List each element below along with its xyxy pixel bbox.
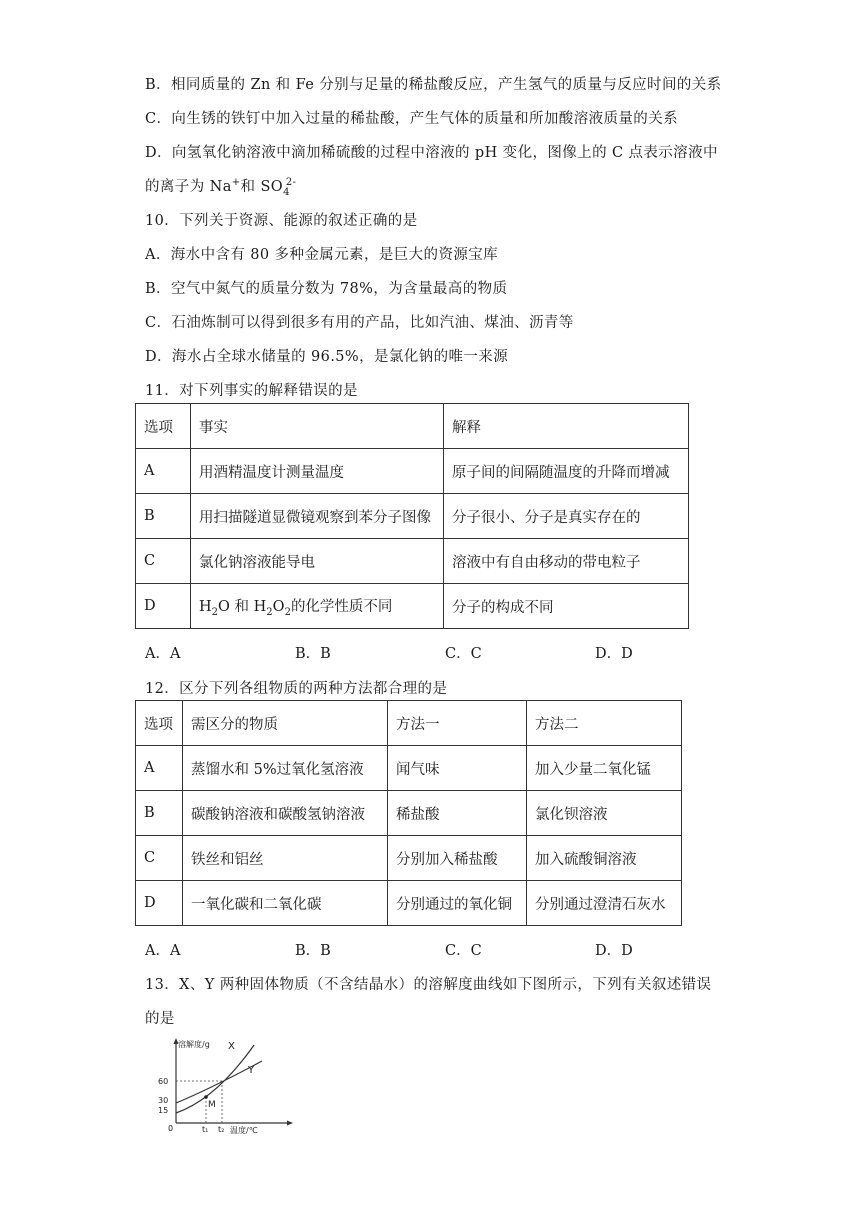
y-tick-15: 15	[158, 1106, 169, 1115]
sup: 2-	[285, 177, 297, 189]
answer-option: B．B	[295, 646, 331, 662]
x-tick-t1: t₁	[202, 1125, 209, 1134]
sub: 2	[284, 606, 291, 618]
table-cell: 闻气味	[388, 746, 527, 791]
q10-stem: 10．下列关于资源、能源的叙述正确的是	[145, 213, 418, 229]
sub: 4	[283, 186, 290, 198]
table-row	[136, 791, 682, 836]
table-cell: 选项	[136, 404, 191, 449]
text: 的离子为 Na	[145, 179, 232, 195]
table-cell: C	[136, 836, 183, 881]
table-cell: 选项	[136, 701, 183, 746]
q10-option-a: A．海水中含有 80 多种金属元素，是巨大的资源宝库	[145, 247, 499, 263]
table-cell: 分子很小、分子是真实存在的	[444, 494, 689, 539]
table-cell: 用扫描隧道显微镜观察到苯分子图像	[191, 494, 444, 539]
table-cell: B	[136, 494, 191, 539]
table-cell: 分子的构成不同	[444, 584, 689, 629]
table-cell: 一氧化碳和二氧化碳	[183, 881, 388, 926]
answer-option: A．A	[145, 943, 181, 959]
table-cell: 方法一	[388, 701, 527, 746]
table-row	[136, 746, 682, 791]
y-tick-60: 60	[158, 1077, 169, 1086]
sup: +	[231, 177, 241, 189]
answer-option: D．D	[595, 646, 633, 662]
table-cell: A	[136, 449, 191, 494]
table-cell: 加入硫酸铜溶液	[527, 836, 682, 881]
answer-option: C．C	[445, 646, 482, 662]
table-cell: 方法二	[527, 701, 682, 746]
text: O	[272, 598, 285, 615]
table-cell: D	[136, 584, 191, 629]
answer-option: B．B	[295, 943, 331, 959]
text: 的化学性质不同	[290, 598, 393, 615]
table-cell: 需区分的物质	[183, 701, 388, 746]
table-cell: 稀盐酸	[388, 791, 527, 836]
table-cell: 碳酸钠溶液和碳酸氢钠溶液	[183, 791, 388, 836]
table-cell: 铁丝和铝丝	[183, 836, 388, 881]
q9-option-b: B．相同质量的 Zn 和 Fe 分别与足量的稀盐酸反应，产生氢气的质量与反应时间的关系	[145, 77, 722, 93]
table-cell: C	[136, 539, 191, 584]
table-cell: 氯化钡溶液	[527, 791, 682, 836]
table-row	[136, 584, 689, 629]
table-row	[136, 494, 689, 539]
origin-label: 0	[168, 1124, 174, 1133]
table-cell: 用酒精温度计测量温度	[191, 449, 444, 494]
table-cell: 氯化钠溶液能导电	[191, 539, 444, 584]
x-tick-t2: t₂	[218, 1125, 225, 1134]
table-cell: 加入少量二氧化锰	[527, 746, 682, 791]
text: O 和 H	[218, 598, 267, 615]
y-tick-30: 30	[158, 1096, 169, 1105]
table-cell	[191, 584, 444, 629]
q9-option-d: D．向氢氧化钠溶液中滴加稀硫酸的过程中溶液的 pH 变化，图像上的 C 点表示溶液中	[145, 145, 718, 161]
q12-stem: 12．区分下列各组物质的两种方法都合理的是	[145, 681, 448, 697]
table-header-row	[136, 404, 689, 449]
table-cell: 原子间的间隔随温度的升降而增减	[444, 449, 689, 494]
q10-option-c: C．石油炼制可以得到很多有用的产品，比如汽油、煤油、沥青等	[145, 315, 574, 331]
q11-stem: 11．对下列事实的解释错误的是	[145, 383, 358, 399]
table-cell: A	[136, 746, 183, 791]
curve-y-label: Y	[248, 1065, 255, 1076]
table-row	[136, 539, 689, 584]
answer-option: A．A	[145, 646, 181, 662]
point-m-label: M	[208, 1100, 216, 1110]
table-row	[136, 449, 689, 494]
answer-option: D．D	[595, 943, 633, 959]
x-axis-label: 温度/℃	[230, 1126, 258, 1135]
q11-table	[135, 403, 689, 629]
x-axis-arrow	[287, 1121, 293, 1126]
point-m	[204, 1095, 208, 1099]
solubility-graph	[150, 1035, 300, 1135]
table-cell: 分别加入稀盐酸	[388, 836, 527, 881]
table-cell: 分别通过澄清石灰水	[527, 881, 682, 926]
q9-option-c: C．向生锈的铁钉中加入过量的稀盐酸，产生气体的质量和所加酸溶液质量的关系	[145, 111, 678, 127]
table-cell: B	[136, 791, 183, 836]
table-cell: 事实	[191, 404, 444, 449]
table-cell: 溶液中有自由移动的带电粒子	[444, 539, 689, 584]
table-cell: 分别通过的氧化铜	[388, 881, 527, 926]
table-row	[136, 836, 682, 881]
table-cell: D	[136, 881, 183, 926]
q13-stem-cont: 的是	[145, 1011, 175, 1027]
sub: 2	[266, 606, 273, 618]
table-cell: 解释	[444, 404, 689, 449]
q9-option-d-cont	[145, 175, 296, 198]
table-row	[136, 881, 682, 926]
sub: 2	[211, 606, 219, 618]
q13-stem: 13．X、Y 两种固体物质（不含结晶水）的溶解度曲线如下图所示，下列有关叙述错误	[145, 977, 712, 993]
answer-option: C．C	[445, 943, 482, 959]
q12-table	[135, 700, 682, 926]
table-cell: 蒸馏水和 5%过氧化氢溶液	[183, 746, 388, 791]
table-header-row	[136, 701, 682, 746]
text: 和 SO	[240, 179, 284, 195]
text: H	[199, 598, 212, 615]
curve-x-label: X	[228, 1041, 235, 1052]
q10-option-d: D．海水占全球水储量的 96.5%，是氯化钠的唯一来源	[145, 349, 509, 365]
y-axis-label: 溶解度/g	[178, 1040, 210, 1049]
q10-option-b: B．空气中氮气的质量分数为 78%，为含量最高的物质	[145, 281, 508, 297]
